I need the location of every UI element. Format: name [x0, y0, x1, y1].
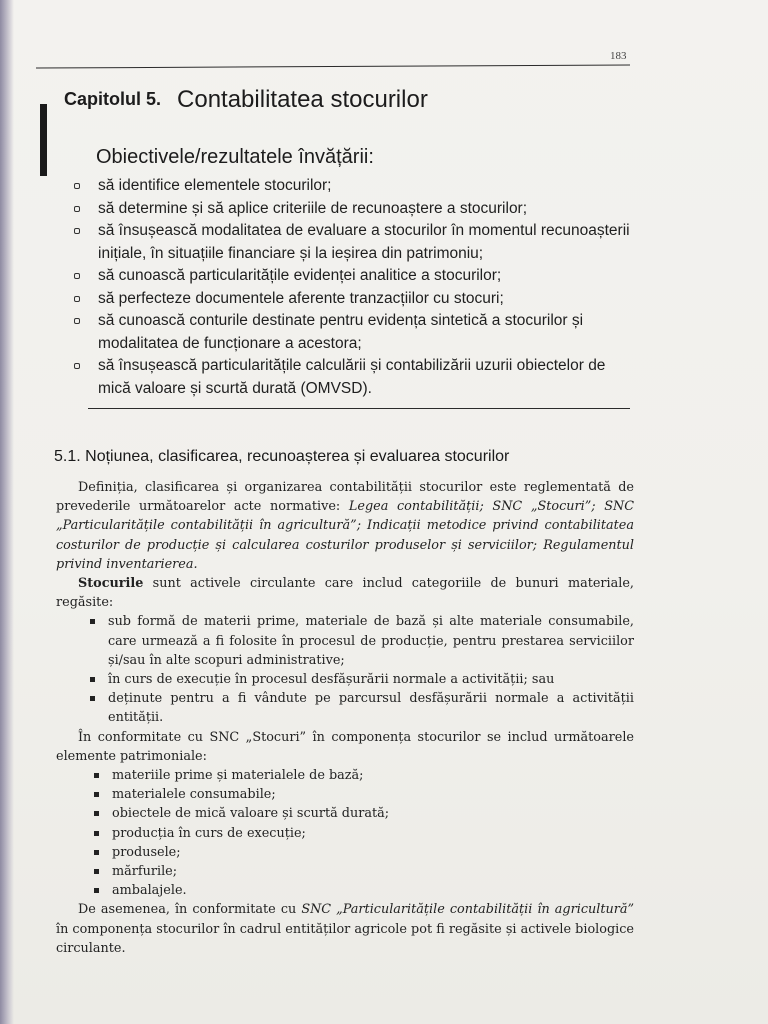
list-item: materiile prime și materialele de bază; — [56, 766, 634, 785]
list-item: materialele consumabile; — [56, 785, 634, 804]
bullet-icon — [94, 850, 99, 855]
objectives-list — [72, 175, 642, 400]
square-bullet-icon — [74, 273, 80, 279]
bullet-icon — [94, 773, 99, 778]
list-item: produsele; — [56, 843, 634, 862]
header-rule — [36, 64, 630, 68]
list-item: sub formă de materii prime, materiale de bază și alte materiale consumabile, care urmează a fi folosite în procesul de producție, pentru prestarea serviciilor și/sau în alte scopuri administrative; — [56, 612, 634, 670]
bullet-icon — [94, 831, 99, 836]
list-item: să însușească particularitățile calculării și contabilizării uzurii obiectelor de mică valoare și scurtă durată (OMVSD). — [72, 355, 642, 400]
agriculture-paragraph: De asemenea, în conformitate cu SNC „Particularitățile contabilității în agricultură” în componența stocurilor în cadrul entităților agricole pot fi regăsite și activele biologice circulante. — [56, 902, 635, 956]
list-item: să identifice elementele stocurilor; — [72, 175, 642, 198]
bullet-icon — [90, 619, 95, 624]
chapter-marker-bar — [40, 104, 47, 176]
section-body — [56, 478, 634, 958]
chapter-title: Contabilitatea stocurilor — [177, 86, 428, 113]
bullet-icon — [94, 888, 99, 893]
section-title: 5.1. Noțiunea, clasificarea, recunoașterea și evaluarea stocurilor — [54, 448, 510, 465]
patrimonial-elements-list — [56, 766, 634, 900]
list-item: să perfecteze documentele aferente tranzacțiilor cu stocuri; — [72, 288, 642, 311]
objectives-heading: Obiectivele/rezultatele învățării: — [96, 146, 374, 168]
page-number: 183 — [610, 50, 627, 62]
square-bullet-icon — [74, 318, 80, 324]
list-item: să cunoască conturile destinate pentru evidența sintetică a stocurilor și modalitatea de funcționare a acestora; — [72, 310, 642, 355]
square-bullet-icon — [74, 228, 80, 234]
list-item: producția în curs de execuție; — [56, 824, 634, 843]
intro-paragraph: Definiția, clasificarea și organizarea contabilității stocurilor este reglementată de prevederile următoarelor acte normative: Legea contabilității; SNC „Stocuri”; SNC „Particularitățile contabilității în agricultură”; Indicații metodice privind contabilitatea costurilor de producție și calcularea costurilor produselor și serviciilor; Regulamentul privind inventarierea. — [56, 480, 634, 572]
bullet-icon — [94, 869, 99, 874]
list-item: să însușească modalitatea de evaluare a stocurilor în momentul recunoașterii inițiale, în situațiile financiare și la ieșirea din patrimoniu; — [72, 220, 642, 265]
list-item: obiectele de mică valoare și scurtă durată; — [56, 804, 634, 823]
list-item: ambalajele. — [56, 881, 634, 900]
square-bullet-icon — [74, 206, 80, 212]
list-item: mărfurile; — [56, 862, 634, 881]
bullet-icon — [94, 811, 99, 816]
chapter-label: Capitolul 5. — [64, 89, 162, 109]
list-item: să cunoască particularitățile evidenței analitice a stocurilor; — [72, 265, 642, 288]
page-spine-shadow — [0, 0, 14, 1024]
square-bullet-icon — [74, 183, 80, 189]
list-item: în curs de execuție în procesul desfășurării normale a activității; sau — [56, 670, 634, 689]
list-item: deținute pentru a fi vândute pe parcursul desfășurării normale a activității entității. — [56, 689, 634, 727]
stock-forms-list — [56, 612, 634, 727]
objectives-box — [72, 146, 642, 400]
bullet-icon — [90, 677, 95, 682]
bullet-icon — [94, 792, 99, 797]
square-bullet-icon — [74, 296, 80, 302]
square-bullet-icon — [74, 363, 80, 369]
stocks-definition: Stocurile sunt activele circulante care includ categoriile de bunuri materiale, regăsite: — [56, 576, 634, 611]
list-item: să determine și să aplice criteriile de recunoaștere a stocurilor; — [72, 198, 642, 221]
objectives-rule — [88, 408, 630, 409]
bullet-icon — [90, 696, 95, 701]
chapter-heading — [64, 86, 624, 114]
conformity-paragraph: În conformitate cu SNC „Stocuri” în componența stocurilor se includ următoarele elemente patrimoniale: — [56, 729, 634, 764]
